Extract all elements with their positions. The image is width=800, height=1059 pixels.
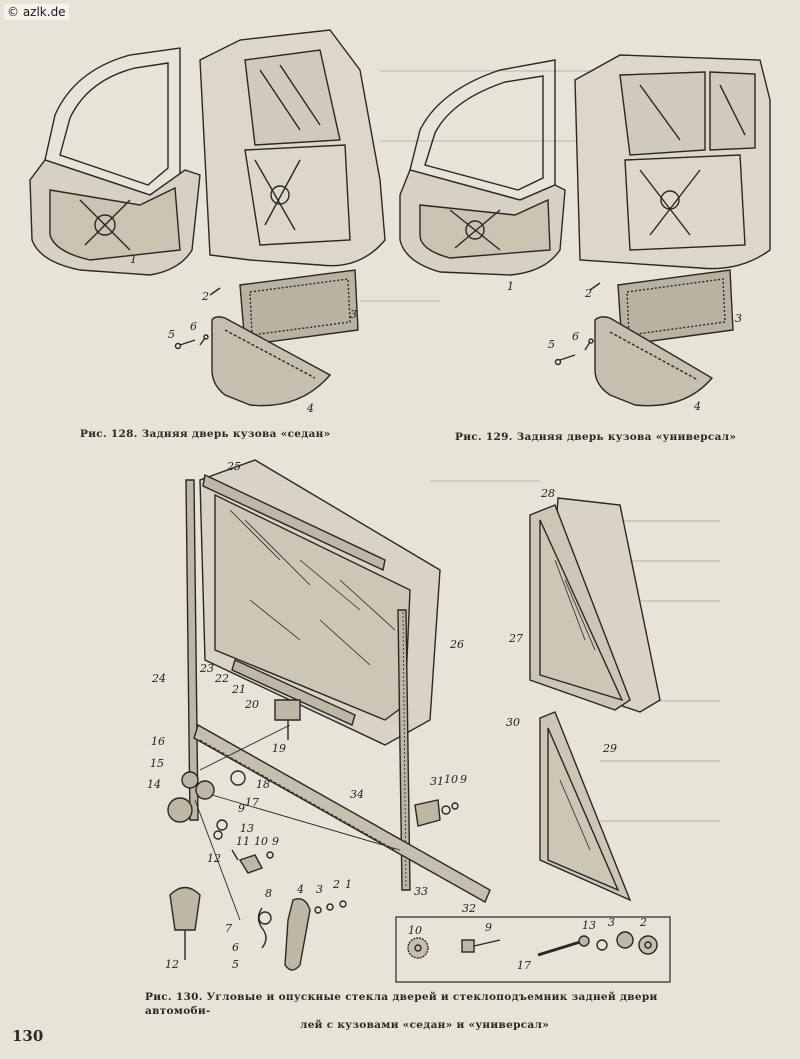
fig130-caption-line1: Рис. 130. Угловые и опускные стекла дверей и стеклоподъемник задней двери автомоби- <box>145 991 658 1017</box>
fig130-caption <box>145 990 705 1032</box>
page-number: 130 <box>12 1027 44 1045</box>
watermark: © azlk.de <box>4 4 69 20</box>
svg-text:4: 4 <box>307 402 314 415</box>
svg-text:10: 10 <box>408 924 422 937</box>
svg-text:31: 31 <box>430 775 444 788</box>
fig129-door-drawing <box>400 55 770 406</box>
svg-text:3: 3 <box>316 883 323 896</box>
svg-text:2: 2 <box>202 290 209 303</box>
svg-text:1: 1 <box>345 878 352 891</box>
svg-text:17: 17 <box>517 959 531 972</box>
fig130-inset-parts <box>396 917 670 982</box>
svg-text:9: 9 <box>238 802 245 815</box>
svg-text:12: 12 <box>207 852 221 865</box>
svg-text:4: 4 <box>297 883 304 896</box>
svg-text:4: 4 <box>694 400 701 413</box>
svg-text:9: 9 <box>460 773 467 786</box>
svg-text:26: 26 <box>450 638 464 651</box>
svg-text:3: 3 <box>350 308 357 321</box>
svg-text:6: 6 <box>232 941 239 954</box>
svg-text:3: 3 <box>735 312 742 325</box>
fig129-caption: Рис. 129. Задняя дверь кузова «универсал» <box>455 431 737 443</box>
fig130-regulator <box>168 725 490 970</box>
svg-text:11: 11 <box>236 835 250 848</box>
svg-text:28: 28 <box>541 487 555 500</box>
svg-text:25: 25 <box>227 460 241 473</box>
svg-text:5: 5 <box>232 958 239 971</box>
svg-text:22: 22 <box>215 672 229 685</box>
svg-text:17: 17 <box>245 796 259 809</box>
svg-text:12: 12 <box>165 958 179 971</box>
svg-text:21: 21 <box>232 683 246 696</box>
svg-text:5: 5 <box>548 338 555 351</box>
svg-text:30: 30 <box>506 716 520 729</box>
svg-text:6: 6 <box>190 320 197 333</box>
svg-text:7: 7 <box>225 922 232 935</box>
fig128-caption: Рис. 128. Задняя дверь кузова «седан» <box>80 428 331 440</box>
svg-text:3: 3 <box>608 916 615 929</box>
svg-text:10: 10 <box>444 773 458 786</box>
fig128-door-drawing <box>30 30 385 406</box>
svg-text:13: 13 <box>240 822 254 835</box>
svg-text:24: 24 <box>152 672 166 685</box>
svg-text:14: 14 <box>147 778 161 791</box>
svg-text:18: 18 <box>256 778 270 791</box>
svg-text:13: 13 <box>582 919 596 932</box>
svg-text:16: 16 <box>151 735 165 748</box>
svg-text:5: 5 <box>168 328 175 341</box>
svg-text:9: 9 <box>272 835 279 848</box>
svg-text:10: 10 <box>254 835 268 848</box>
svg-text:27: 27 <box>509 632 523 645</box>
svg-text:20: 20 <box>245 698 259 711</box>
fig130-caption-line2: лей с кузовами «седан» и «универсал» <box>300 1019 550 1031</box>
svg-text:33: 33 <box>414 885 428 898</box>
svg-text:19: 19 <box>272 742 286 755</box>
svg-text:23: 23 <box>200 662 214 675</box>
svg-text:6: 6 <box>572 330 579 343</box>
svg-text:15: 15 <box>150 757 164 770</box>
svg-text:34: 34 <box>350 788 364 801</box>
svg-text:32: 32 <box>462 902 476 915</box>
svg-text:1: 1 <box>130 253 137 266</box>
svg-text:2: 2 <box>585 287 592 300</box>
svg-text:2: 2 <box>640 916 647 929</box>
fig130-vent-glasses <box>530 498 660 900</box>
svg-text:29: 29 <box>603 742 617 755</box>
svg-text:1: 1 <box>507 280 514 293</box>
svg-text:2: 2 <box>333 878 340 891</box>
svg-text:9: 9 <box>485 921 492 934</box>
svg-text:8: 8 <box>265 887 272 900</box>
